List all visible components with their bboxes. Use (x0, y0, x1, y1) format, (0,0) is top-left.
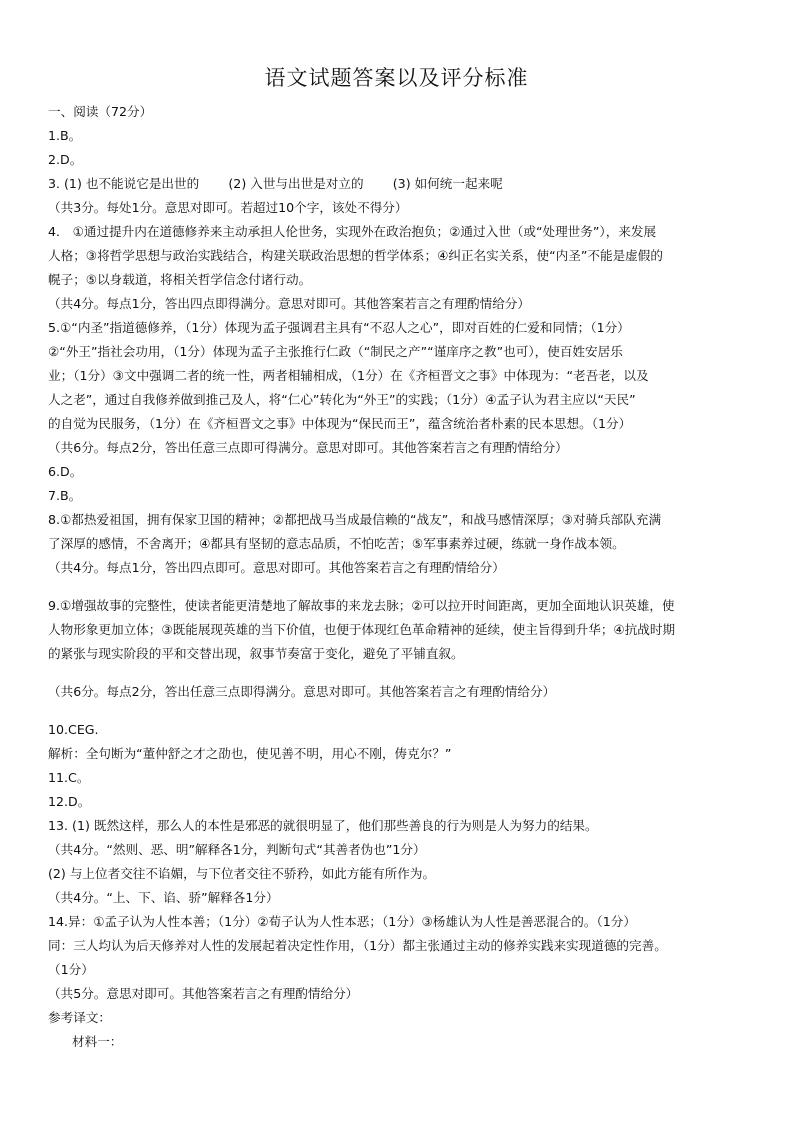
answer-13-part-2: (2) 与上位者交往不谄媚，与下位者交往不骄矜，如此方能有所作为。 (48, 866, 436, 881)
answer-10: 10.CEG. (48, 722, 99, 737)
analysis-10: 解析：全句断为“董仲舒之才之劭也，使见善不明，用心不刚，俦克尔？” (48, 746, 452, 761)
answer-9-line-3: 的紧张与现实阶段的平和交替出现，叙事节奏富于变化，避免了平铺直叙。 (48, 646, 464, 661)
answer-2: 2.D。 (48, 152, 83, 167)
scoring-note-14: （共5分。意思对即可。其他答案若言之有理酌情给分） (48, 986, 359, 1001)
spacer (48, 580, 748, 594)
answer-14-line-2: 同：三人均认为后天修养对人性的发展起着决定性作用，（1分）都主张通过主动的修养实践来实现道德的完善。 (48, 938, 667, 953)
scoring-note-3: （共3分。每处1分。意思对即可。若超过10个字，该处不得分） (48, 200, 408, 215)
answer-7: 7.B。 (48, 488, 82, 503)
reference-translation-heading: 参考译文： (48, 1010, 111, 1025)
section-heading: 一、阅读（72分） (48, 104, 153, 119)
answer-12: 12.D。 (48, 794, 91, 809)
scoring-note-9: （共6分。每点2分，答出任意三点即得满分。意思对即可。其他答案若言之有理酌情给分） (48, 684, 556, 699)
answer-9-line-2: 人物形象更加立体；③既能展现英雄的当下价值，也便于体现红色革命精神的延续，使主旨得到升华；④抗战时期 (48, 622, 676, 637)
scoring-note-13-2: （共4分。“上、下、谄、骄”解释各1分） (48, 890, 279, 905)
answer-4-line-3: 幌子；⑤以身载道，将相关哲学信念付诸行动。 (48, 272, 312, 287)
answer-8-line-2: 了深厚的感情，不舍离开；④都具有坚韧的意志品质，不怕吃苦；⑤军事素养过硬，练就一身作战本领。 (48, 536, 625, 551)
answer-5-line-3: 业；（1分）③文中强调二者的统一性，两者相辅相成，（1分）在《齐桓晋文之事》中体现为：“老吾老，以及 (48, 368, 649, 383)
answer-5-line-2: ②“外王”指社会功用，（1分）体现为孟子主张推行仁政（“制民之产”“谨庠序之教”也可），使百姓安居乐 (48, 344, 623, 359)
answer-13-part-1: 13. (1) 既然这样，那么人的本性是邪恶的就很明显了，他们那些善良的行为则是人为努力的结果。 (48, 818, 598, 833)
answer-9-line-1: 9.①增强故事的完整性，使读者能更清楚地了解故事的来龙去脉；②可以拉开时间距离，更加全面地认识英雄，使 (48, 598, 675, 613)
answer-14-line-1: 14.异：①孟子认为人性本善；（1分）②荀子认为人性本恶；（1分）③杨雄认为人性是善恶混合的。（1分） (48, 914, 636, 929)
spacer (48, 704, 748, 718)
answer-4-line-2: 人格；③将哲学思想与政治实践结合，构建关联政治思想的哲学体系；④纠正名实关系，使“内圣”不能是虚假的 (48, 248, 663, 263)
answer-6: 6.D。 (48, 464, 83, 479)
answer-4-line-1: 4. ①通过提升内在道德修养来主动承担人伦世务，实现外在政治抱负；②通过入世（或“处理世务”），来发展 (48, 224, 657, 239)
spacer (48, 666, 748, 680)
material-one-heading: 材料一： (72, 1034, 123, 1049)
scoring-note-13-1: （共4分。“然则、恶、明”解释各1分，判断句式“其善者伪也”1分） (48, 842, 426, 857)
answer-1: 1.B。 (48, 128, 82, 143)
page-title: 语文试题答案以及评分标准 (264, 66, 529, 90)
scoring-note-8: （共4分。每点1分，答出四点即可。意思对即可。其他答案若言之有理酌情给分） (48, 560, 505, 575)
scoring-note-5: （共6分。每点2分，答出任意三点即可得满分。意思对即可。其他答案若言之有理酌情给分） (48, 440, 568, 455)
scoring-note-4: （共4分。每点1分，答出四点即得满分。意思对即可。其他答案若言之有理酌情给分） (48, 296, 530, 311)
answer-5-line-1: 5.①“内圣”指道德修养，（1分）体现为孟子强调君主具有“不忍人之心”，即对百姓的仁爱和同情；（1分） (48, 320, 630, 335)
answer-5-line-5: 的自觉为民服务，（1分）在《齐桓晋文之事》中体现为“保民而王”，蕴含统治者朴素的民本思想。（1分） (48, 416, 632, 431)
answer-3: 3. (1) 也不能说它是出世的 (2) 入世与出世是对立的 (3) 如何统一起来呢 (48, 176, 503, 191)
answer-14-line-3: （1分） (48, 962, 94, 977)
answer-content (48, 100, 748, 1054)
answer-5-line-4: 人之老”，通过自我修养做到推己及人，将“仁心”转化为“外王”的实践；（1分）④孟子认为君主应以“天民” (48, 392, 636, 407)
answer-11: 11.C。 (48, 770, 90, 785)
answer-8-line-1: 8.①都热爱祖国，拥有保家卫国的精神；②都把战马当成最信赖的“战友”，和战马感情深厚；③对骑兵部队充满 (48, 512, 662, 527)
